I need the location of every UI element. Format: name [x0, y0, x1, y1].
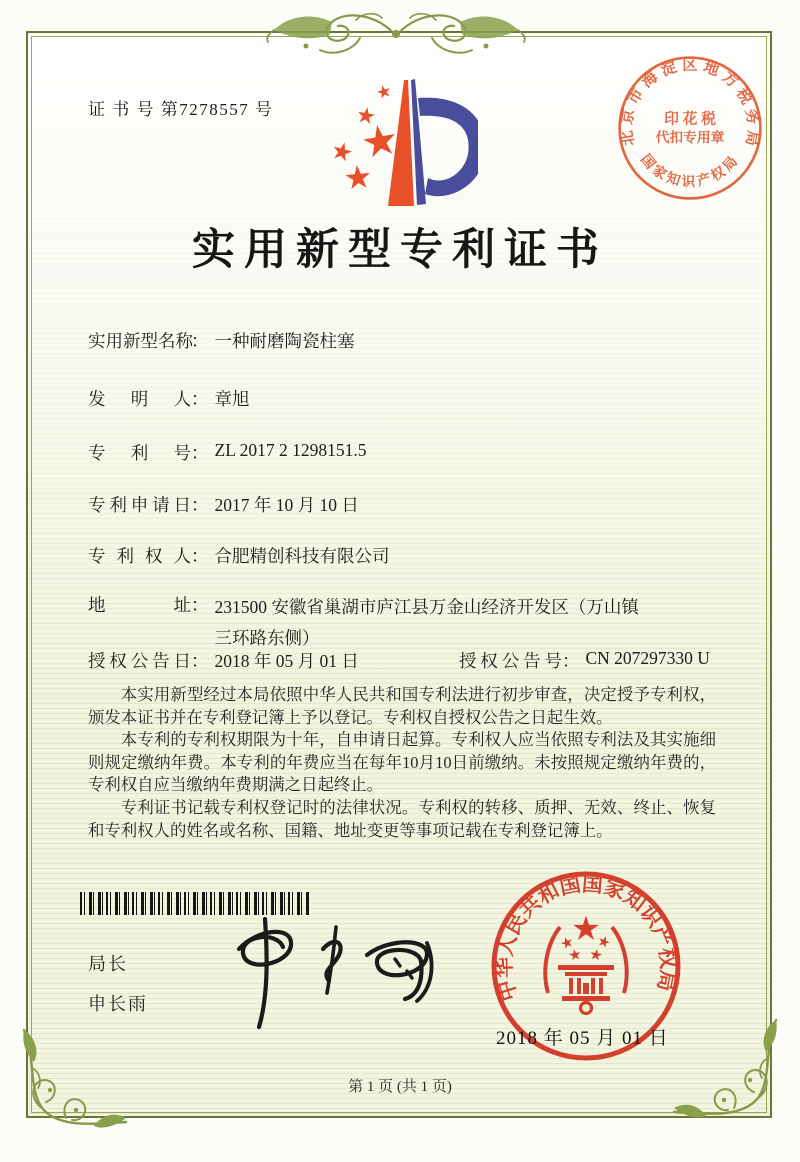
legal-paragraph-3: 专利证书记载专利权登记时的法律状况。专利权的转移、质押、无效、终止、恢复和专利权人的姓名或名称、国籍、地址变更等事项记载在专利登记簿上。: [88, 797, 716, 840]
bottom-left-ornament: [14, 1024, 132, 1132]
field-value: 章旭: [214, 389, 250, 409]
legal-paragraph-2: 本专利的专利权期限为十年，自申请日起算。专利权人应当依照专利法及其实施细则规定缴纳年费。本专利的年费应当在每年10月10日前缴纳。未按照规定缴纳年费的，专利权自应当缴纳年费期满之日起终止。: [88, 730, 716, 795]
field-value: 合肥精创科技有限公司: [214, 546, 390, 566]
cnipa-logo: [322, 76, 478, 208]
field-label: 专利号: [88, 443, 191, 463]
tax-stamp: [616, 54, 764, 202]
legal-text-block: [88, 684, 716, 842]
logo-red-wedge: [388, 80, 414, 206]
page-footer: 第 1 页 (共 1 页): [348, 1079, 452, 1095]
field-colon: ：: [191, 546, 209, 566]
certificate-title: 实用新型专利证书: [192, 227, 608, 274]
field-row-filing-date: [88, 492, 359, 517]
field-value: 2017 年 10 月 10 日: [214, 495, 359, 515]
field-value: CN 207297330 U: [585, 648, 710, 668]
tax-stamp-line1: 印 花 税: [664, 111, 716, 128]
field-row-inventor: [88, 386, 250, 411]
field-value: ZL 2017 2 1298151.5: [214, 440, 367, 460]
director-signature: [205, 915, 445, 1035]
legal-paragraph-1: 本实用新型经过本局依照中华人民共和国专利法进行初步审查，决定授予专利权，颁发本证书并在专利登记簿上予以登记。专利权自授权公告之日起生效。: [88, 685, 716, 727]
field-colon: ：: [191, 389, 209, 409]
field-colon: ：: [191, 331, 209, 351]
field-label: 发明人: [88, 389, 191, 409]
national-emblem: [545, 916, 626, 1014]
field-row-patentee: [88, 543, 390, 568]
field-colon: ：: [191, 651, 209, 671]
field-value: 2018 年 05 月 01 日: [214, 651, 359, 671]
field-colon: ：: [191, 495, 209, 515]
director-title: 局长: [88, 954, 128, 974]
tax-stamp-line2: 代扣专用章: [655, 129, 725, 145]
barcode: [80, 892, 310, 915]
field-row-grant: [88, 648, 710, 673]
ornament-center-dot: [392, 30, 400, 38]
field-label: 地址: [88, 595, 191, 615]
director-name: 申长雨: [88, 994, 148, 1014]
seal-date: 2018 年 05 月 01 日: [496, 1028, 669, 1049]
field-row-patent-number: [88, 440, 366, 465]
top-border-ornament: [260, 4, 532, 66]
field-row-address: [88, 592, 653, 653]
certificate-number: 证 书 号 第7278557 号: [88, 100, 274, 119]
field-label: 专利申请日: [88, 495, 191, 515]
field-label: 授权公告日: [88, 651, 191, 671]
logo-stars: [331, 84, 399, 190]
office-seal-arc-text: 中华人民共和国国家知识产权局: [491, 871, 681, 1004]
field-row-grant-number: [459, 648, 710, 673]
field-colon: ：: [191, 595, 209, 615]
tax-stamp-arc-bottom-text: 国家知识产权局: [637, 151, 741, 190]
field-row-name: [88, 328, 355, 353]
field-label: 专利权人: [88, 546, 191, 566]
logo-blue-p-bowl: [418, 98, 478, 197]
tax-stamp-arc-top-text: 北京市海淀区地方税务局: [618, 56, 762, 148]
field-value: 一种耐磨陶瓷柱塞: [214, 331, 355, 351]
field-colon: ：: [191, 443, 209, 463]
field-value: 231500 安徽省巢湖市庐江县万金山经济开发区（万山镇三环路东侧）: [214, 597, 639, 648]
field-label: 授权公告号: [459, 651, 562, 671]
bottom-right-ornament: [668, 1014, 786, 1122]
field-colon: ：: [562, 651, 580, 671]
svg-text:国家知识产权局: [638, 151, 740, 190]
field-label: 实用新型名称: [88, 331, 193, 351]
